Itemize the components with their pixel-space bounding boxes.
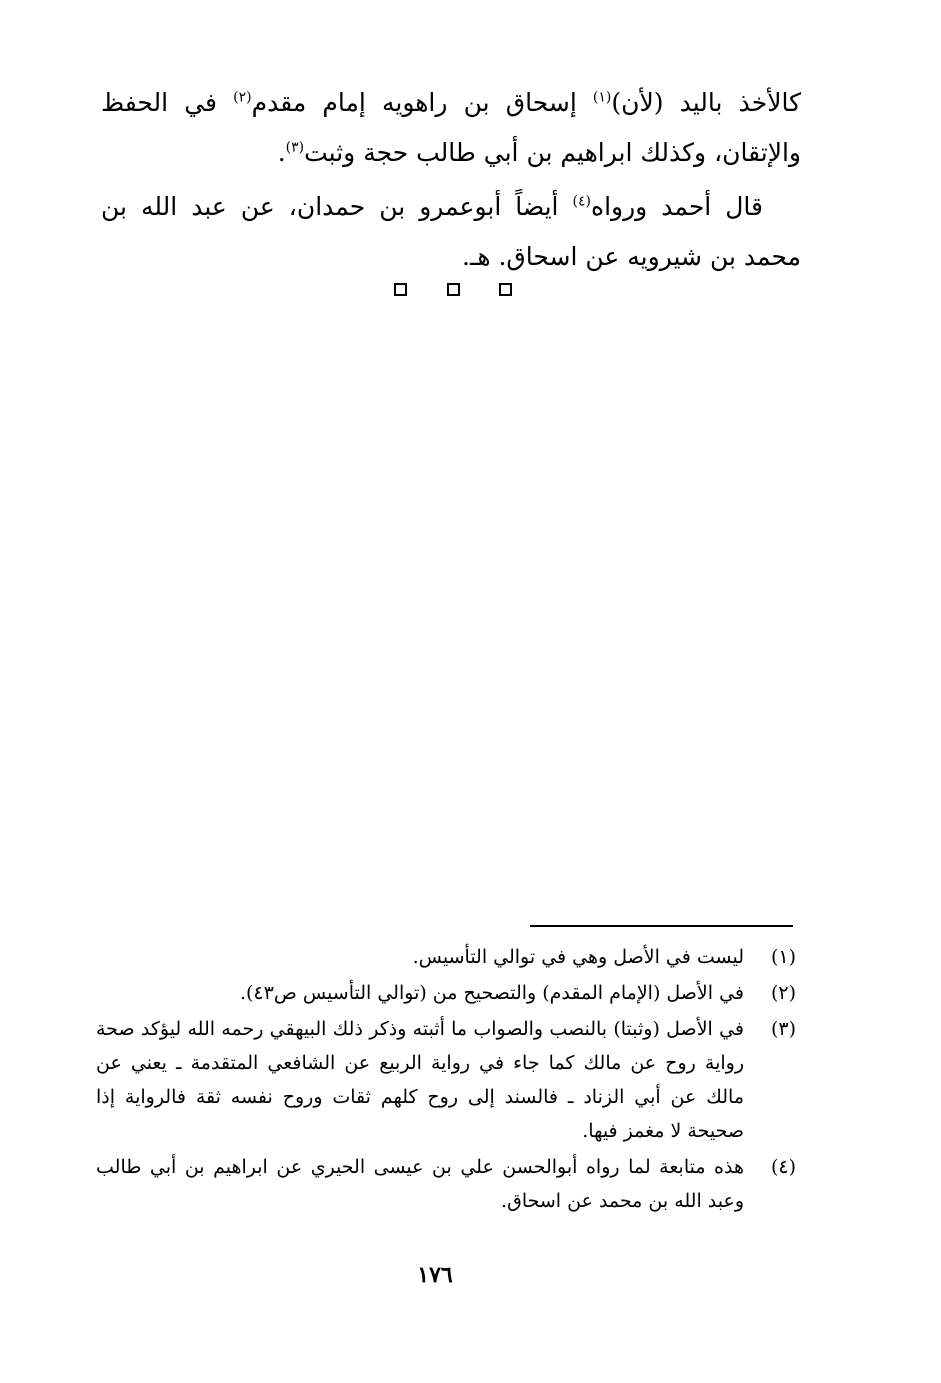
footnote-number: (٣) bbox=[770, 1018, 796, 1040]
separator-square-icon bbox=[394, 283, 407, 296]
paragraph-1-text-3: في الحفظ والإتقان، وكذلك ابراهيم بن أبي طالب حجة وثبت bbox=[101, 88, 801, 167]
footnote-divider bbox=[530, 925, 793, 927]
paragraph-1-text-1: كالأخذ باليد (لأن) bbox=[611, 88, 801, 117]
footnote-text: في الأصل (الإمام المقدم) والتصحيح من (توالي التأسيس ص٤٣). bbox=[239, 982, 744, 1004]
footnote-number: (٢) bbox=[770, 982, 796, 1004]
footnote-number: (٤) bbox=[770, 1156, 796, 1178]
footnote-text: هذه متابعة لما رواه أبوالحسن علي بن عيسى الحيري عن ابراهيم بن أبي طالب وعبد الله بن محمد عن اسحاق. bbox=[96, 1156, 744, 1212]
paragraph-2-text-1: قال أحمد ورواه bbox=[590, 192, 763, 221]
footnotes bbox=[96, 940, 796, 1220]
separator-square-icon bbox=[499, 283, 512, 296]
separator-square-icon bbox=[447, 283, 460, 296]
footnote-1 bbox=[96, 940, 796, 974]
paragraph-2 bbox=[101, 182, 801, 282]
footnote-3 bbox=[96, 1012, 796, 1148]
paragraph-2-text-2: أيضاً أبوعمرو بن حمدان، عن عبد الله بن محمد بن شيرويه عن اسحاق. هـ. bbox=[101, 192, 801, 271]
footnote-ref-1: (١) bbox=[592, 89, 612, 106]
section-separator bbox=[394, 283, 512, 301]
footnote-2 bbox=[96, 976, 796, 1010]
footnote-ref-4: (٤) bbox=[572, 193, 591, 210]
footnote-ref-3: (٣) bbox=[285, 139, 305, 156]
paragraph-1-text-2: إسحاق بن راهويه إمام مقدم bbox=[251, 88, 593, 117]
main-text-block bbox=[101, 78, 801, 282]
footnote-ref-2: (٢) bbox=[233, 89, 252, 106]
footnote-number: (١) bbox=[770, 946, 796, 968]
footnote-4 bbox=[96, 1150, 796, 1218]
page-number: ١٧٦ bbox=[417, 1262, 453, 1288]
footnote-text: ليست في الأصل وهي في توالي التأسيس. bbox=[412, 946, 744, 968]
footnote-text: في الأصل (وثبتا) بالنصب والصواب ما أثبته وذكر ذلك البيهقي رحمه الله ليؤكد صحة رواية روح عن مالك كما جاء في رواية الربيع عن الشافعي المتقدمة ـ يعني عن مالك عن أبي الزناد ـ فالسند إلى روح كلهم ثقات وروح نفسه ثقة فالرواية إذا صحيحة لا مغمز فيها. bbox=[96, 1018, 744, 1142]
paragraph-1 bbox=[101, 78, 801, 178]
paragraph-1-text-4: . bbox=[277, 138, 286, 167]
